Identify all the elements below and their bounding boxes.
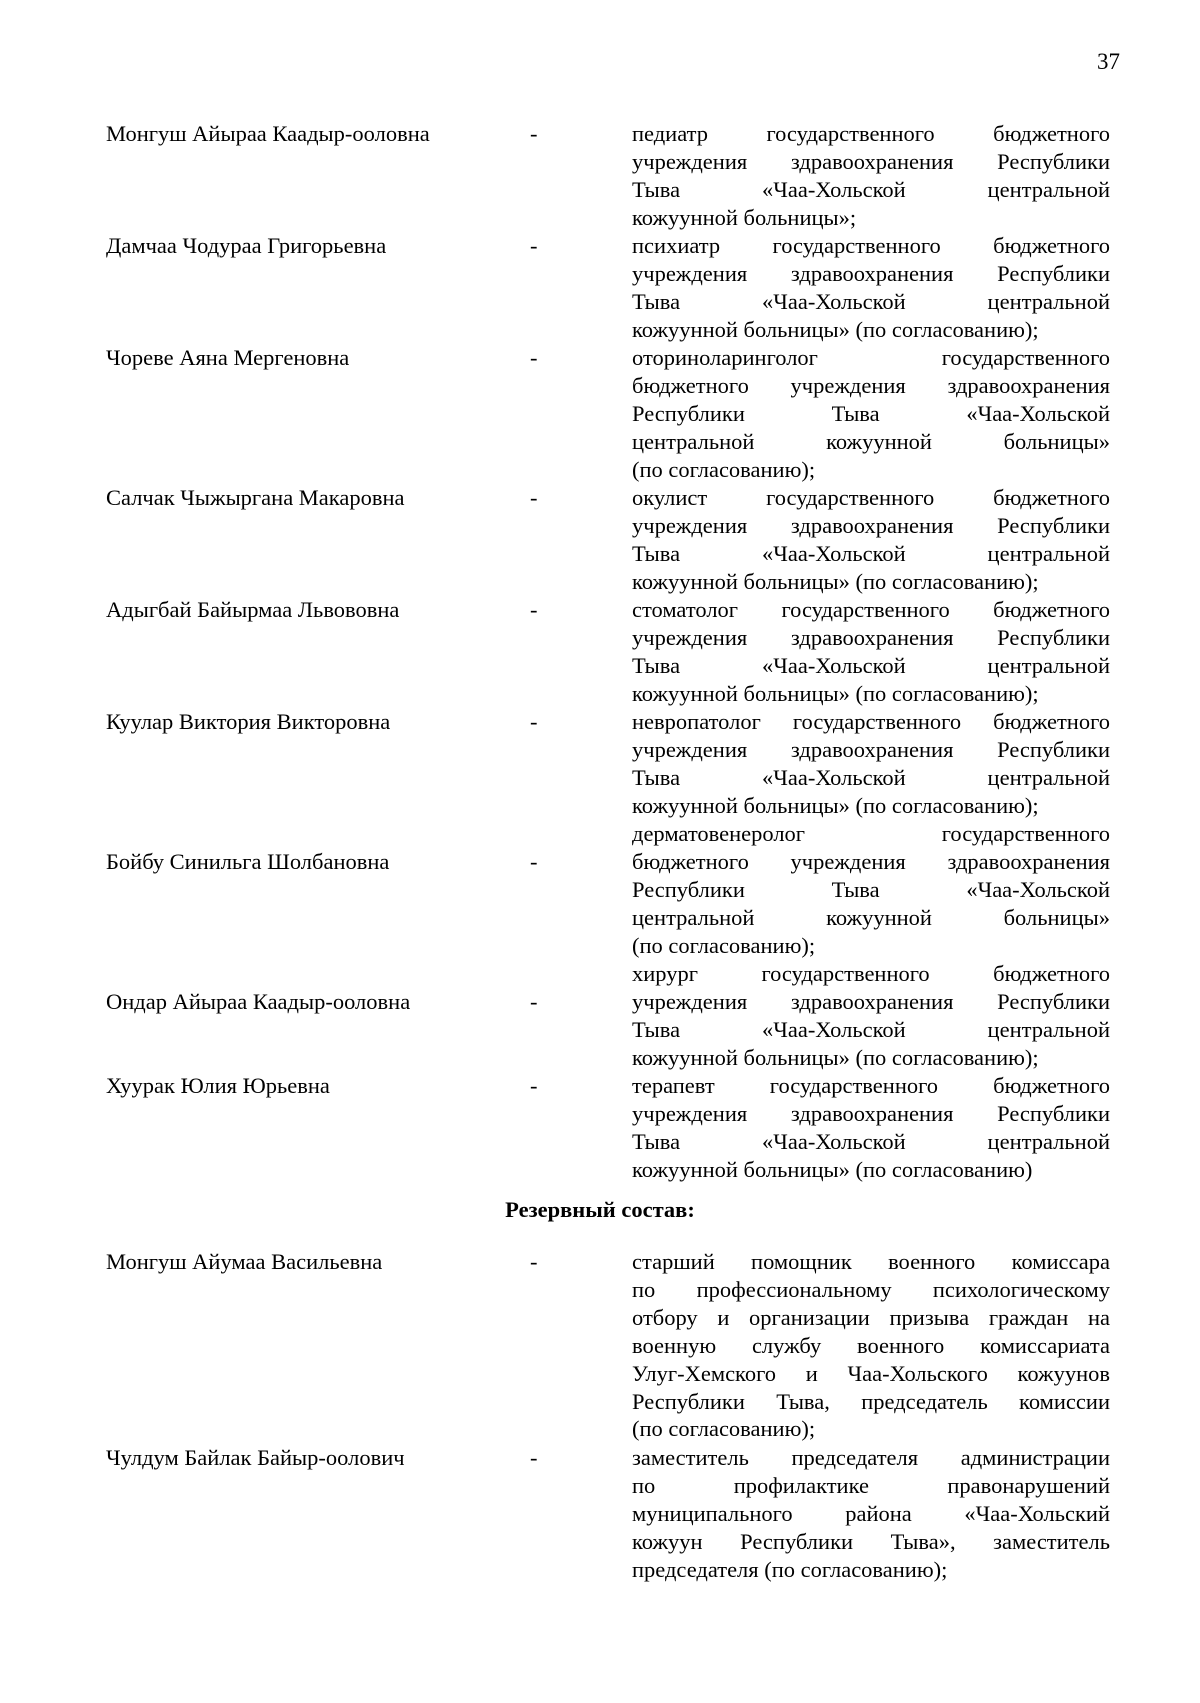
position-line: кожуунной больницы» (по согласованию); [632, 568, 1039, 594]
position-line: Тыва «Чаа-Хольской центральной [632, 176, 1110, 202]
member-dash: - [530, 989, 538, 1014]
member-dash: - [530, 849, 538, 874]
position-line: учреждения здравоохранения Республики [632, 1100, 1110, 1126]
position-line: Тыва «Чаа-Хольской центральной [632, 540, 1110, 566]
member-position [632, 708, 1110, 820]
position-line: учреждения здравоохранения Республики [632, 988, 1110, 1014]
member-dash: - [530, 233, 538, 258]
member-name: Адыгбай Байырмаа Львововна [106, 597, 400, 622]
position-line: учреждения здравоохранения Республики [632, 624, 1110, 650]
position-line: стоматолог государственного бюджетного [632, 597, 1110, 622]
member-position [632, 596, 1110, 708]
member-dash: - [530, 709, 538, 734]
position-line: Улуг-Хемского и Чаа-Хольского кожуунов [632, 1360, 1110, 1386]
position-line: дерматовенеролог государственного [632, 821, 1110, 846]
reserve-name: Монгуш Айумаа Васильевна [106, 1249, 383, 1274]
member-name: Монгуш Айыраа Каадыр-ооловна [106, 121, 430, 146]
position-line: (по согласованию); [632, 1416, 816, 1442]
member-position [632, 1072, 1110, 1184]
position-line: кожуунной больницы» (по согласованию); [632, 316, 1039, 342]
member-name: Куулар Виктория Викторовна [106, 709, 391, 734]
reserve-name: Чулдум Байлак Байыр-оолович [106, 1445, 405, 1470]
member-dash: - [530, 1073, 538, 1098]
position-line: отбору и организации призыва граждан на [632, 1304, 1110, 1330]
position-line: муниципального района «Чаа-Хольский [632, 1500, 1110, 1526]
position-line: психиатр государственного бюджетного [632, 233, 1110, 258]
position-line: окулист государственного бюджетного [632, 485, 1110, 510]
member-name: Чореве Аяна Мергеновна [106, 345, 350, 370]
position-line: Тыва «Чаа-Хольской центральной [632, 1016, 1110, 1042]
member-position [632, 120, 1110, 232]
member-name: Салчак Чыжыргана Макаровна [106, 485, 405, 510]
position-line: кожуунной больницы» (по согласованию); [632, 680, 1039, 706]
position-line: кожуунной больницы» (по согласованию); [632, 792, 1039, 818]
position-line: старший помощник военного комиссара [632, 1249, 1110, 1274]
member-dash: - [530, 345, 538, 370]
reserve-dash: - [530, 1249, 538, 1274]
position-line: учреждения здравоохранения Республики [632, 148, 1110, 174]
position-line: Республики Тыва, председатель комиссии [632, 1388, 1110, 1414]
position-line: центральной кожуунной больницы» [632, 904, 1110, 930]
position-line: невропатолог государственного бюджетного [632, 709, 1110, 734]
reserve-heading: Резервный состав: [505, 1197, 695, 1222]
position-line: кожуунной больницы»; [632, 204, 857, 230]
position-line: Республики Тыва «Чаа-Хольской [632, 876, 1110, 902]
position-line: бюджетного учреждения здравоохранения [632, 848, 1110, 874]
position-line: терапевт государственного бюджетного [632, 1073, 1110, 1098]
position-line: Тыва «Чаа-Хольской центральной [632, 652, 1110, 678]
position-line: бюджетного учреждения здравоохранения [632, 372, 1110, 398]
position-line: Тыва «Чаа-Хольской центральной [632, 1128, 1110, 1154]
member-position [632, 232, 1110, 344]
position-line: Республики Тыва «Чаа-Хольской [632, 400, 1110, 426]
position-line: Тыва «Чаа-Хольской центральной [632, 288, 1110, 314]
member-position [632, 820, 1110, 960]
position-line: (по согласованию); [632, 932, 816, 958]
position-line: по профессиональному психологическому [632, 1276, 1110, 1302]
position-line: Тыва «Чаа-Хольской центральной [632, 764, 1110, 790]
position-line: кожуунной больницы» (по согласованию) [632, 1156, 1033, 1182]
member-position [632, 484, 1110, 596]
member-dash: - [530, 121, 538, 146]
position-line: хирург государственного бюджетного [632, 961, 1110, 986]
member-name: Хуурак Юлия Юрьевна [106, 1073, 330, 1098]
member-dash: - [530, 597, 538, 622]
position-line: (по согласованию); [632, 456, 816, 482]
position-line: учреждения здравоохранения Республики [632, 512, 1110, 538]
position-line: учреждения здравоохранения Республики [632, 736, 1110, 762]
position-line: председателя (по согласованию); [632, 1556, 948, 1582]
position-line: учреждения здравоохранения Республики [632, 260, 1110, 286]
position-line: заместитель председателя администрации [632, 1445, 1110, 1470]
position-line: центральной кожуунной больницы» [632, 428, 1110, 454]
member-position [632, 960, 1110, 1072]
page-number: 37 [1097, 49, 1120, 74]
member-name: Ондар Айыраа Каадыр-ооловна [106, 989, 411, 1014]
member-name: Бойбу Синильга Шолбановна [106, 849, 390, 874]
member-dash: - [530, 485, 538, 510]
member-name: Дамчаа Чодураа Григорьевна [106, 233, 387, 258]
reserve-position [632, 1444, 1110, 1584]
position-line: педиатр государственного бюджетного [632, 121, 1110, 146]
position-line: оториноларинголог государственного [632, 345, 1110, 370]
reserve-position [632, 1248, 1110, 1443]
member-position [632, 344, 1110, 484]
position-line: военную службу военного комиссариата [632, 1332, 1110, 1358]
position-line: по профилактике правонарушений [632, 1472, 1110, 1498]
position-line: кожуун Республики Тыва», заместитель [632, 1528, 1110, 1554]
reserve-dash: - [530, 1445, 538, 1470]
position-line: кожуунной больницы» (по согласованию); [632, 1044, 1039, 1070]
